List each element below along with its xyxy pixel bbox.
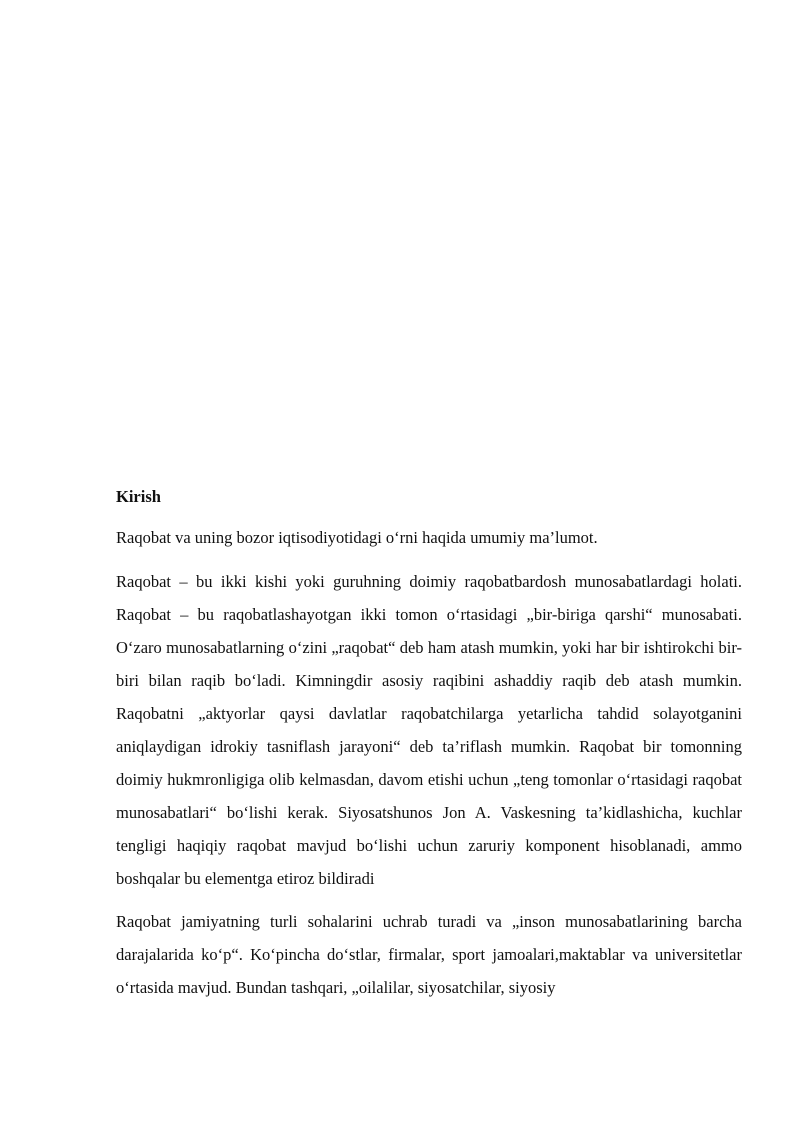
paragraph-2: Raqobat jamiyatning turli sohalarini uchrab turadi va „inson munosabatlarining barcha darajalarida ko‘p“. Ko‘pincha do‘stlar, firmalar, sport jamoalari,maktablar va universitetlar o‘rtasida mavjud. Bundan tashqari, „oilalilar, siyosatchilar, siyosiy [116, 912, 742, 997]
document-body [116, 486, 742, 1014]
paragraph-1: Raqobat – bu ikki kishi yoki guruhning doimiy raqobatbardosh munosabatlardagi holati. Raqobat – bu raqobatlashayotgan ikki tomon o‘rtasidagi „bir-biriga qarshi“ munosabati. O‘zaro munosabatlarning o‘zini „raqobat“ deb ham atash mumkin, yoki har bir ishtirokchi bir-biri bilan raqib bo‘ladi. Kimningdir asosiy raqibini ashaddiy raqib deb atash mumkin. Raqobatni „aktyorlar qaysi davlatlar raqobatchilarga yetarlicha tahdid solayotganini aniqlaydigan idrokiy tasniflash jarayoni“ deb ta’riflash mumkin. Raqobat bir tomonning doimiy hukmronligiga olib kelmasdan, davom etishi uchun „teng tomonlar o‘rtasidagi raqobat munosabatlari“ bo‘lishi kerak. Siyosatshunos Jon A. Vaskesning ta’kidlashicha, kuchlar tengligi haqiqiy raqobat mavjud bo‘lishi uchun zaruriy komponent hisoblanadi, ammo boshqalar bu elementga etiroz bildiradi [116, 572, 742, 888]
section-heading: Kirish [116, 487, 161, 506]
section-subtitle: Raqobat va uning bozor iqtisodiyotidagi o‘rni haqida umumiy ma’lumot. [116, 528, 598, 547]
